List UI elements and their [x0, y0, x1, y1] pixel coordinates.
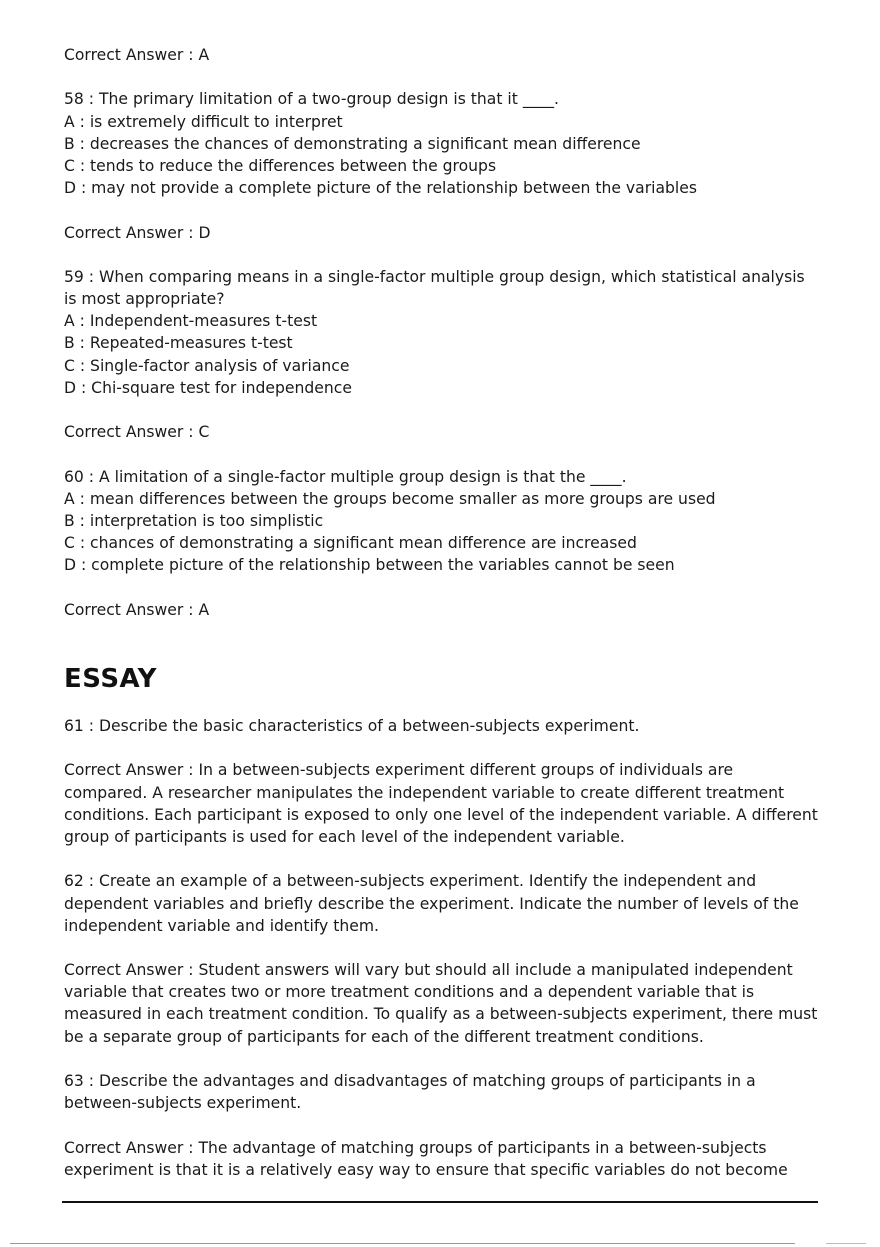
blank-line [64, 1114, 854, 1136]
answer-block [64, 222, 854, 266]
question-block [64, 466, 854, 599]
text-line: B : decreases the chances of demonstrating a significant mean difference [64, 134, 641, 153]
text-line: A : is extremely difficult to interpret [64, 112, 343, 131]
text-line: 61 : Describe the basic characteristics of a between-subjects experiment. [64, 717, 640, 735]
blank-line [64, 737, 854, 759]
text-line: 59 : When comparing means in a single-factor multiple group design, which statistical analysis [64, 267, 805, 286]
text-line: is most appropriate? [64, 290, 225, 309]
text-line: be a separate group of participants for each of the different treatment conditions. [64, 1027, 704, 1046]
answer-block [64, 959, 854, 1070]
footer-mark [826, 1243, 866, 1244]
question-block [64, 266, 854, 421]
text-line: experiment is that it is a relatively easy way to ensure that specific variables do not become [64, 1160, 788, 1179]
answer-block [64, 599, 854, 621]
question-block [64, 1070, 854, 1137]
text-line: group of participants is used for each level of the independent variable. [64, 827, 625, 846]
blank-line [64, 577, 854, 599]
blank-line [64, 1048, 854, 1070]
text-line: A : mean differences between the groups become smaller as more groups are used [64, 489, 716, 508]
text-line: D : complete picture of the relationship between the variables cannot be seen [64, 556, 675, 575]
blank-line [64, 443, 854, 465]
text-line: Correct Answer : A [64, 46, 210, 64]
text-line: variable that creates two or more treatment conditions and a dependent variable that is [64, 983, 755, 1002]
blank-line [64, 848, 854, 870]
text-line: C : tends to reduce the differences between the groups [64, 156, 497, 175]
text-line: B : interpretation is too simplistic [64, 511, 324, 530]
text-line: Correct Answer : A [64, 600, 210, 619]
text-line: Correct Answer : C [64, 423, 210, 442]
question-block [64, 870, 854, 959]
text-line: Correct Answer : In a between-subjects experiment different groups of individuals are [64, 761, 734, 780]
page-divider [62, 1201, 818, 1203]
text-line: 60 : A limitation of a single-factor multiple group design is that the ____. [64, 467, 627, 486]
text-line: between-subjects experiment. [64, 1094, 302, 1113]
essay-section [64, 715, 854, 1181]
text-line: Correct Answer : The advantage of matching groups of participants in a between-subjects [64, 1138, 767, 1157]
text-line: Correct Answer : Student answers will vary but should all include a manipulated independent [64, 961, 793, 980]
answer-block [64, 1137, 854, 1181]
footer-line [10, 1243, 795, 1244]
text-line: D : Chi-square test for independence [64, 378, 352, 397]
answer-block [64, 759, 854, 870]
question-block [64, 715, 854, 759]
question-block [64, 88, 854, 221]
text-line: Correct Answer : D [64, 223, 211, 242]
text-line: compared. A researcher manipulates the independent variable to create different treatment [64, 783, 785, 802]
blank-line [64, 66, 854, 88]
blank-line [64, 244, 854, 266]
essay-heading: ESSAY [64, 664, 158, 694]
text-line: independent variable and identify them. [64, 916, 379, 935]
blank-line [64, 199, 854, 221]
text-line: 63 : Describe the advantages and disadvantages of matching groups of participants in a [64, 1072, 756, 1090]
text-line: B : Repeated-measures t-test [64, 334, 293, 353]
text-line: C : chances of demonstrating a significant mean difference are increased [64, 534, 637, 553]
text-line: D : may not provide a complete picture of the relationship between the variables [64, 179, 697, 198]
text-line: conditions. Each participant is exposed to only one level of the independent variable. A different [64, 805, 818, 824]
blank-line [64, 399, 854, 421]
text-line: 62 : Create an example of a between-subjects experiment. Identify the independent and [64, 872, 757, 891]
text-line: A : Independent-measures t-test [64, 312, 318, 331]
text-line: C : Single-factor analysis of variance [64, 356, 350, 375]
answer-block [64, 44, 854, 88]
text-line: measured in each treatment condition. To qualify as a between-subjects experiment, there must [64, 1005, 818, 1024]
multiple-choice-section [64, 44, 854, 621]
text-line: dependent variables and briefly describe the experiment. Indicate the number of levels of the [64, 894, 799, 913]
answer-block [64, 421, 854, 465]
blank-line [64, 937, 854, 959]
text-line: 58 : The primary limitation of a two-group design is that it ____. [64, 90, 559, 109]
